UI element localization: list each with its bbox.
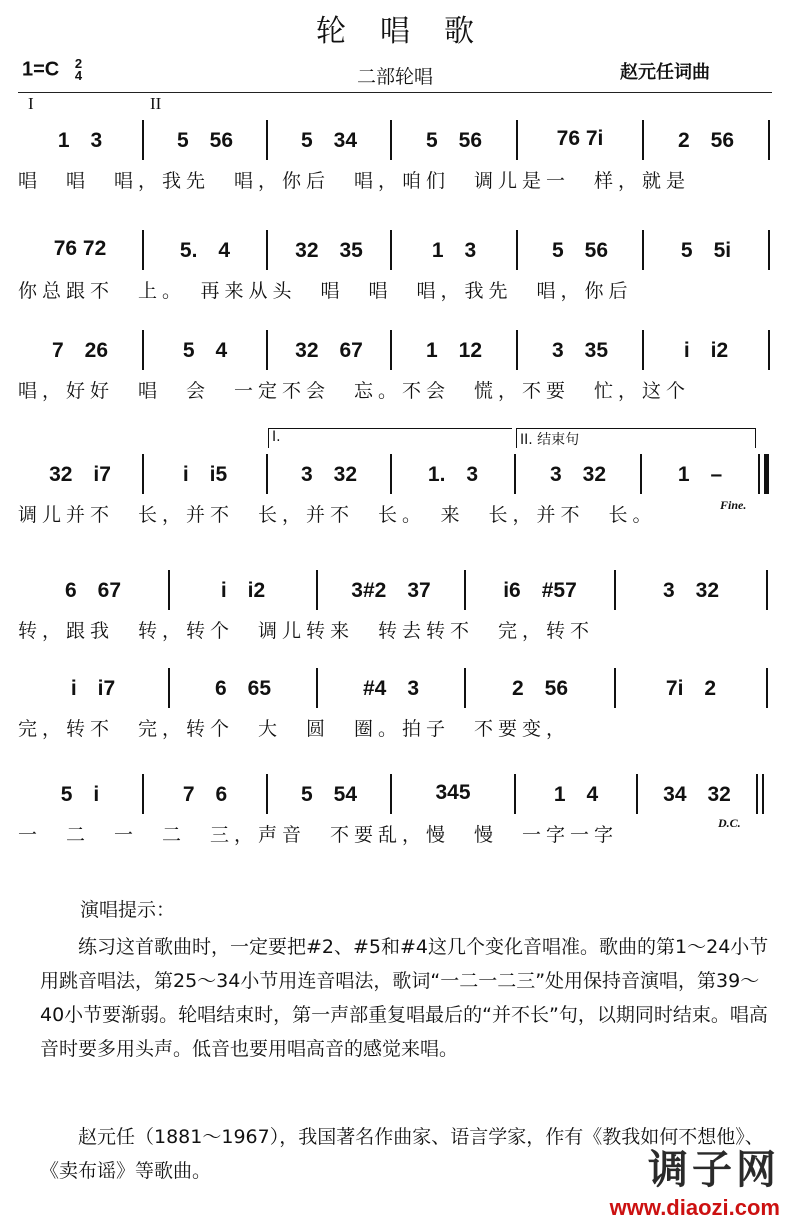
measure: 1 4 <box>553 783 599 806</box>
lyrics-line: 唱，好好 唱 会 一定不会 忘。不会 慌，不要 忙，这个 <box>18 380 691 402</box>
measure: i i2 <box>220 579 266 602</box>
measure: 1. 3 <box>427 463 479 486</box>
volta-bracket-second: II. 结束句 <box>516 428 756 448</box>
notes-row <box>18 450 772 496</box>
notes-row <box>18 566 772 612</box>
measure: 3 32 <box>662 579 720 602</box>
song-title: 轮唱歌 <box>316 14 508 49</box>
barline <box>766 668 768 708</box>
measure: 3 32 <box>300 463 358 486</box>
measure: 5 56 <box>425 129 483 152</box>
header-rule <box>18 92 772 93</box>
measure: 5 34 <box>300 129 358 152</box>
performance-notes-heading: 演唱提示： <box>80 899 176 921</box>
measure: #4 3 <box>362 677 420 700</box>
lyrics-line: 唱 唱 唱，我先 唱，你后 唱，咱们 调儿是一 样，就是 <box>18 170 691 192</box>
measure: 3#2 37 <box>351 579 431 602</box>
measure: 5 56 <box>176 129 234 152</box>
lyrics-line: 调儿并不 长，并不 长，并不 长。 来 长，并不 长。 <box>18 504 657 526</box>
final-barline <box>764 454 769 494</box>
measure: 34 32 <box>663 783 731 806</box>
measure: 7 6 <box>182 783 228 806</box>
key-label: 1=C <box>22 58 60 81</box>
score-system-1 <box>18 116 772 216</box>
barline <box>768 330 770 370</box>
measure: i i2 <box>683 339 729 362</box>
measure: 345 <box>435 781 471 804</box>
measure: 1 3 <box>431 239 477 262</box>
meter-top: 2 <box>74 56 83 71</box>
barline <box>766 570 768 610</box>
measure: 5. 4 <box>179 239 231 262</box>
notes-row <box>18 226 772 272</box>
performance-notes-paragraph: 练习这首歌曲时，一定要把#2、#5和#4这几个变化音唱准。歌曲的第1～24小节用跳音唱法，第25～34小节用连音唱法，歌词“一二一二三”处用保持音演唱，第39～40小节要渐弱。轮唱结束时，第一声部重复唱最后的“并不长”句，以期同时结束。唱高音时要多用头声。低音也要用唱高音的感觉来唱。 <box>40 936 769 1060</box>
meter-bottom: 4 <box>74 68 83 83</box>
measure: 32 35 <box>295 239 363 262</box>
fine-mark: Fine. <box>720 498 747 512</box>
lyrics-line: 转，跟我 转，转个 调儿转来 转去转不 完，转不 <box>18 620 595 642</box>
measure: 2 56 <box>511 677 569 700</box>
song-author: 赵元任词曲 <box>620 62 710 83</box>
song-subtitle: 二部轮唱 <box>356 66 433 88</box>
measure: 7 26 <box>51 339 109 362</box>
volta-bracket-first: I. <box>268 428 512 448</box>
measure: 6 67 <box>64 579 122 602</box>
measure: i i5 <box>182 463 228 486</box>
score-system-3 <box>18 326 772 426</box>
measure: 5 i <box>60 783 100 806</box>
measure: 5 5i <box>680 239 732 262</box>
barline <box>762 774 764 814</box>
notes-row <box>18 326 772 372</box>
measure: 1 12 <box>425 339 483 362</box>
measure: 32 i7 <box>49 463 111 486</box>
barline <box>756 774 758 814</box>
measure: 6 65 <box>214 677 272 700</box>
part-two-marker: II <box>150 94 162 113</box>
score-system-6 <box>18 664 772 764</box>
lyrics-line: 完，转不 完，转个 大 圆 圈。拍子 不要变， <box>18 718 571 740</box>
barline <box>768 120 770 160</box>
barline <box>758 454 760 494</box>
notes-row <box>18 770 772 816</box>
dc-mark: D.C. <box>718 816 741 830</box>
part-one-marker: I <box>28 94 34 113</box>
measure: 32 67 <box>295 339 363 362</box>
score-system-7 <box>18 770 772 870</box>
measure: 2 56 <box>677 129 735 152</box>
notes-row <box>18 116 772 162</box>
measure: 1 3 <box>57 129 103 152</box>
measure: 7i 2 <box>665 677 717 700</box>
score-system-2 <box>18 226 772 326</box>
lyrics-line: 一 二 一 二 三，声音 不要乱，慢 慢 一字一字 <box>18 824 619 846</box>
measure: 3 32 <box>549 463 607 486</box>
measure: i i7 <box>70 677 116 700</box>
measure: i6 #57 <box>503 579 577 602</box>
watermark-url: www.diaozi.com <box>609 1195 780 1220</box>
measure: 76 72 <box>53 237 107 260</box>
notes-row <box>18 664 772 710</box>
measure: 3 35 <box>551 339 609 362</box>
measure: 76 7i <box>556 127 604 150</box>
barline <box>768 230 770 270</box>
score-system-4 <box>18 450 772 550</box>
score-system-5 <box>18 566 772 666</box>
measure: 1 – <box>677 463 723 486</box>
composer-bio-paragraph: 赵元任（1881～1967），我国著名作曲家、语言学家，作有《教我如何不想他》、《卖布谣》等歌曲。 <box>40 1126 764 1182</box>
lyrics-line: 你总跟不 上。 再来从头 唱 唱 唱，我先 唱，你后 <box>18 280 633 302</box>
measure: 5 4 <box>182 339 228 362</box>
measure: 5 56 <box>551 239 609 262</box>
site-watermark <box>610 1138 780 1221</box>
measure: 5 54 <box>300 783 358 806</box>
watermark-name: 调子网 <box>648 1147 780 1193</box>
